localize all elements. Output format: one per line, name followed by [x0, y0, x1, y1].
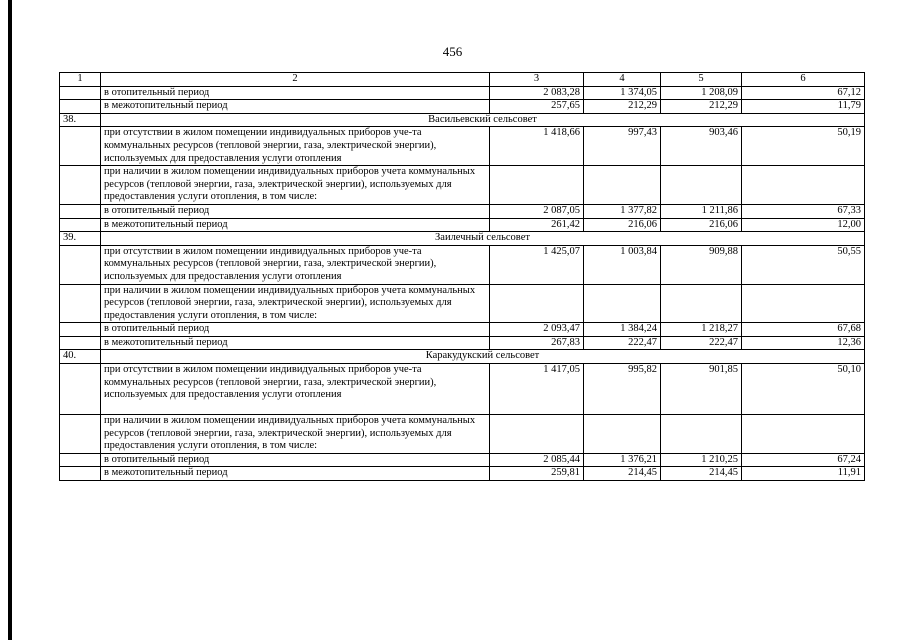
value-col-3: 2 093,47: [490, 323, 584, 337]
row-label: в отопительный период: [101, 204, 490, 218]
value-col-4: 212,29: [584, 100, 661, 114]
row-label: в отопительный период: [101, 86, 490, 100]
row-number: [60, 245, 101, 284]
row-number: [60, 86, 101, 100]
tariff-table: [59, 72, 865, 481]
value-col-6: 12,00: [742, 218, 865, 232]
row-label: в межотопительный период: [101, 467, 490, 481]
row-number: [60, 127, 101, 166]
value-col-3: [490, 415, 584, 454]
value-col-5: 222,47: [661, 336, 742, 350]
table-row: [60, 364, 865, 415]
value-col-3: 267,83: [490, 336, 584, 350]
value-col-3: 1 417,05: [490, 364, 584, 415]
table-row: [60, 467, 865, 481]
section-number: 40.: [60, 350, 101, 364]
value-col-4: 1 374,05: [584, 86, 661, 100]
section-number: 39.: [60, 232, 101, 246]
section-header-row: [60, 113, 865, 127]
row-number: [60, 218, 101, 232]
row-number: [60, 204, 101, 218]
value-col-4: 1 384,24: [584, 323, 661, 337]
value-col-4: 214,45: [584, 467, 661, 481]
page-number: 456: [442, 44, 463, 59]
value-col-6: 50,55: [742, 245, 865, 284]
row-label: при наличии в жилом помещении индивидуальных приборов учета коммунальных ресурсов (тепловой энергии, газа, электрической энергии), используемых для предоставления услуги отопления, в том числе:: [101, 415, 490, 454]
value-col-5: 903,46: [661, 127, 742, 166]
value-col-5: [661, 284, 742, 323]
value-col-6: 11,91: [742, 467, 865, 481]
value-col-3: 259,81: [490, 467, 584, 481]
value-col-6: 50,19: [742, 127, 865, 166]
value-col-4: [584, 284, 661, 323]
value-col-6: [742, 166, 865, 205]
value-col-3: 2 087,05: [490, 204, 584, 218]
row-number: [60, 336, 101, 350]
table-row: [60, 166, 865, 205]
value-col-5: 216,06: [661, 218, 742, 232]
row-label: при отсутствии в жилом помещении индивидуальных приборов уче-та коммунальных ресурсов (тепловой энергии, газа, электрической энергии), используемых для предоставления услуги отопления: [101, 127, 490, 166]
row-number: [60, 284, 101, 323]
value-col-5: 1 218,27: [661, 323, 742, 337]
section-title: Каракудукский сельсовет: [101, 350, 865, 364]
table-row: [60, 336, 865, 350]
value-col-3: 2 083,28: [490, 86, 584, 100]
value-col-4: 995,82: [584, 364, 661, 415]
table-row: [60, 323, 865, 337]
row-label: при отсутствии в жилом помещении индивидуальных приборов уче-та коммунальных ресурсов (тепловой энергии, газа, электрической энергии), используемых для предоставления услуги отопления: [101, 245, 490, 284]
value-col-5: 1 210,25: [661, 453, 742, 467]
table-row: [60, 204, 865, 218]
table-row: [60, 453, 865, 467]
value-col-4: 997,43: [584, 127, 661, 166]
table-row: [60, 284, 865, 323]
value-col-4: [584, 415, 661, 454]
row-label: при наличии в жилом помещении индивидуальных приборов учета коммунальных ресурсов (тепловой энергии, газа, электрической энергии), используемых для предоставления услуги отопления, в том числе:: [101, 284, 490, 323]
header-col-2: 2: [101, 73, 490, 87]
section-title: Васильевский сельсовет: [101, 113, 865, 127]
table-row: [60, 218, 865, 232]
value-col-3: [490, 284, 584, 323]
value-col-6: 67,12: [742, 86, 865, 100]
value-col-4: 216,06: [584, 218, 661, 232]
row-number: [60, 453, 101, 467]
row-label: в межотопительный период: [101, 336, 490, 350]
value-col-3: [490, 166, 584, 205]
table-row: [60, 127, 865, 166]
row-number: [60, 100, 101, 114]
section-header-row: [60, 350, 865, 364]
header-col-3: 3: [490, 73, 584, 87]
page-edge-bar: [8, 0, 12, 640]
header-row: [60, 73, 865, 87]
value-col-3: 261,42: [490, 218, 584, 232]
row-number: [60, 364, 101, 415]
value-col-6: 12,36: [742, 336, 865, 350]
row-label: при наличии в жилом помещении индивидуальных приборов учета коммунальных ресурсов (тепловой энергии, газа, электрической энергии), используемых для предоставления услуги отопления, в том числе:: [101, 166, 490, 205]
value-col-4: 1 376,21: [584, 453, 661, 467]
value-col-4: 1 003,84: [584, 245, 661, 284]
row-label: в отопительный период: [101, 453, 490, 467]
value-col-5: 1 211,86: [661, 204, 742, 218]
row-number: [60, 323, 101, 337]
value-col-6: [742, 415, 865, 454]
value-col-4: [584, 166, 661, 205]
row-number: [60, 467, 101, 481]
row-number: [60, 415, 101, 454]
table-row: [60, 86, 865, 100]
row-label: в межотопительный период: [101, 218, 490, 232]
value-col-3: 257,65: [490, 100, 584, 114]
value-col-6: 67,68: [742, 323, 865, 337]
value-col-5: 909,88: [661, 245, 742, 284]
row-label: при отсутствии в жилом помещении индивидуальных приборов уче-та коммунальных ресурсов (тепловой энергии, газа, электрической энергии), используемых для предоставления услуги отопления: [101, 364, 490, 415]
value-col-4: 222,47: [584, 336, 661, 350]
header-col-1: 1: [60, 73, 101, 87]
value-col-5: [661, 166, 742, 205]
value-col-5: 1 208,09: [661, 86, 742, 100]
value-col-5: 901,85: [661, 364, 742, 415]
table-row: [60, 100, 865, 114]
table-row: [60, 245, 865, 284]
row-number: [60, 166, 101, 205]
value-col-6: 67,33: [742, 204, 865, 218]
header-col-6: 6: [742, 73, 865, 87]
value-col-3: 1 418,66: [490, 127, 584, 166]
header-col-4: 4: [584, 73, 661, 87]
value-col-6: 11,79: [742, 100, 865, 114]
table-row: [60, 415, 865, 454]
row-label: в отопительный период: [101, 323, 490, 337]
value-col-5: 212,29: [661, 100, 742, 114]
section-header-row: [60, 232, 865, 246]
section-number: 38.: [60, 113, 101, 127]
value-col-6: [742, 284, 865, 323]
value-col-3: 1 425,07: [490, 245, 584, 284]
row-label: в межотопительный период: [101, 100, 490, 114]
value-col-6: 67,24: [742, 453, 865, 467]
section-title: Заилечный сельсовет: [101, 232, 865, 246]
value-col-5: 214,45: [661, 467, 742, 481]
value-col-5: [661, 415, 742, 454]
value-col-3: 2 085,44: [490, 453, 584, 467]
header-col-5: 5: [661, 73, 742, 87]
value-col-4: 1 377,82: [584, 204, 661, 218]
value-col-6: 50,10: [742, 364, 865, 415]
